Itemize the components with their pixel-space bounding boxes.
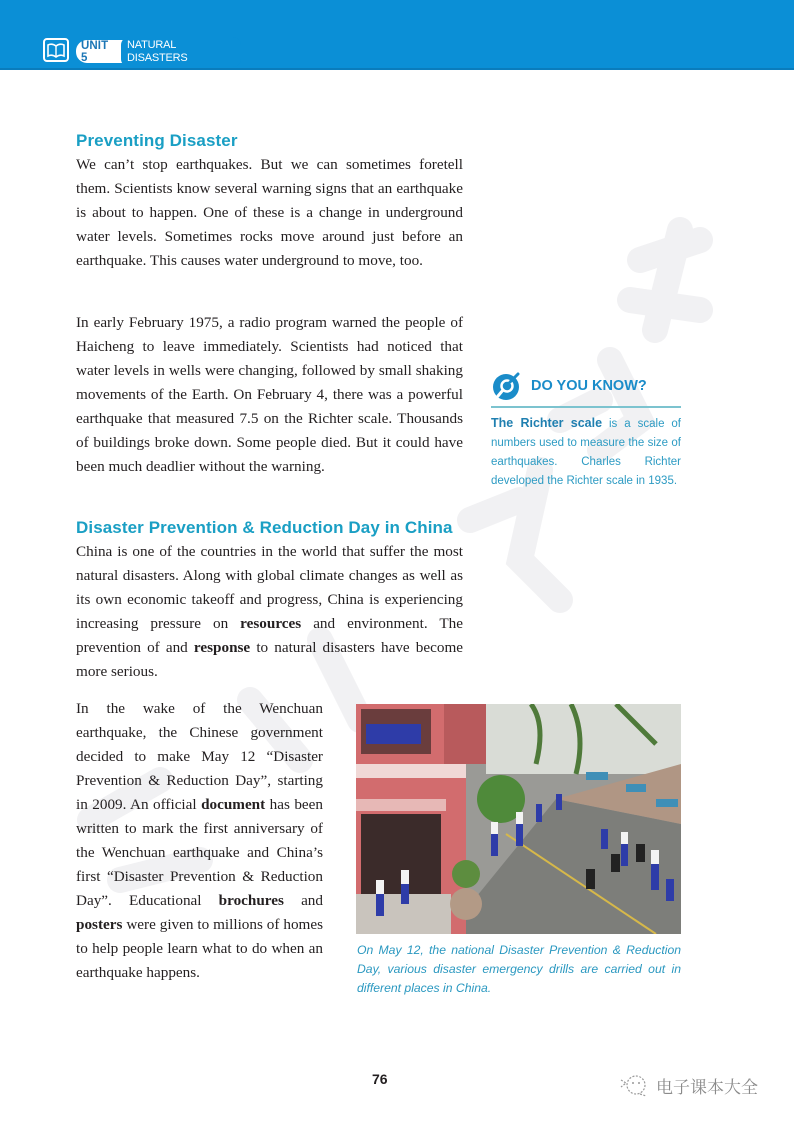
photo-caption: On May 12, the national Disaster Prevention & Reduction Day, various disaster emergency drills are carried out in different places in China. — [357, 943, 681, 995]
paragraph-china-disasters — [76, 540, 463, 684]
earthquake-drill-photo — [356, 704, 681, 934]
do-you-know-text — [491, 414, 681, 491]
keyword-brochures: brochures — [218, 892, 284, 909]
page-number: 76 — [372, 1071, 388, 1087]
text-run: to natural disasters have become more serious. — [76, 639, 463, 680]
keyword-resources: resources — [240, 615, 302, 632]
richter-definition: is a scale of numbers used to measure the size of earthquakes. Charles Richter developed the Richter scale in 1935. — [491, 418, 682, 487]
unit-label: UNIT 5 — [81, 39, 109, 64]
wechat-watermark — [618, 1072, 758, 1098]
text-run: and environment. The prevention of and — [76, 615, 463, 656]
open-book-icon — [43, 38, 69, 62]
section-heading-reduction-day: Disaster Prevention & Reduction Day in China — [76, 518, 453, 537]
richter-term: The Richter scale — [491, 416, 603, 430]
text-run: were given to millions of homes to help people learn what to do when an earthquake happens. — [76, 916, 323, 981]
magnifier-icon — [491, 370, 523, 402]
keyword-document: document — [201, 796, 266, 813]
paragraph-haicheng: In early February 1975, a radio program warned the people of Haicheng to leave immediately. Scientists had noticed that water levels in wells were changing, followed by small shaking movements of the Earth. On February 4, there was a powerful earthquake that measured 7.5 on the Richter scale. Thousands of buildings broke down. Some people died. But it could have been much deadlier without the warning. — [76, 314, 463, 475]
paragraph-wenchuan — [76, 697, 323, 985]
photo-illustration — [356, 704, 681, 934]
header-bar — [0, 0, 794, 70]
text-run: has been written to mark the first anniversary of the Wenchuan earthquake and China’s first “Disaster Prevention & Reduction Day”. Educational — [76, 796, 323, 909]
do-you-know-divider — [491, 406, 681, 408]
section-heading-preventing-disaster: Preventing Disaster — [76, 131, 238, 150]
keyword-posters: posters — [76, 916, 123, 933]
text-run: In the wake of the Wenchuan earthquake, the Chinese government decided to make May 12 “Disaster Prevention & Reduction Day”, starting in 2009. An official — [76, 700, 323, 813]
unit-badge — [76, 40, 241, 63]
source-label: 电子课本大全 — [656, 1077, 758, 1098]
do-you-know-box — [491, 370, 681, 491]
text-run: and — [283, 892, 323, 909]
unit-title: NATURAL DISASTERS — [121, 37, 241, 67]
text-run: China is one of the countries in the world that suffer the most natural disasters. Along with global climate changes as well as its own economic takeoff and progress, China is experiencing increasing pressure on — [76, 543, 463, 632]
do-you-know-title: DO YOU KNOW? — [531, 378, 647, 394]
paragraph-foretell: We can’t stop earthquakes. But we can sometimes foretell them. Scientists know several warning signs that an earthquake is about to happen. One of these is a change in underground water levels. Sometimes rocks move around just before an earthquake. This causes water underground to move, too. — [76, 156, 463, 269]
keyword-response: response — [193, 639, 251, 656]
wechat-icon — [618, 1072, 650, 1098]
